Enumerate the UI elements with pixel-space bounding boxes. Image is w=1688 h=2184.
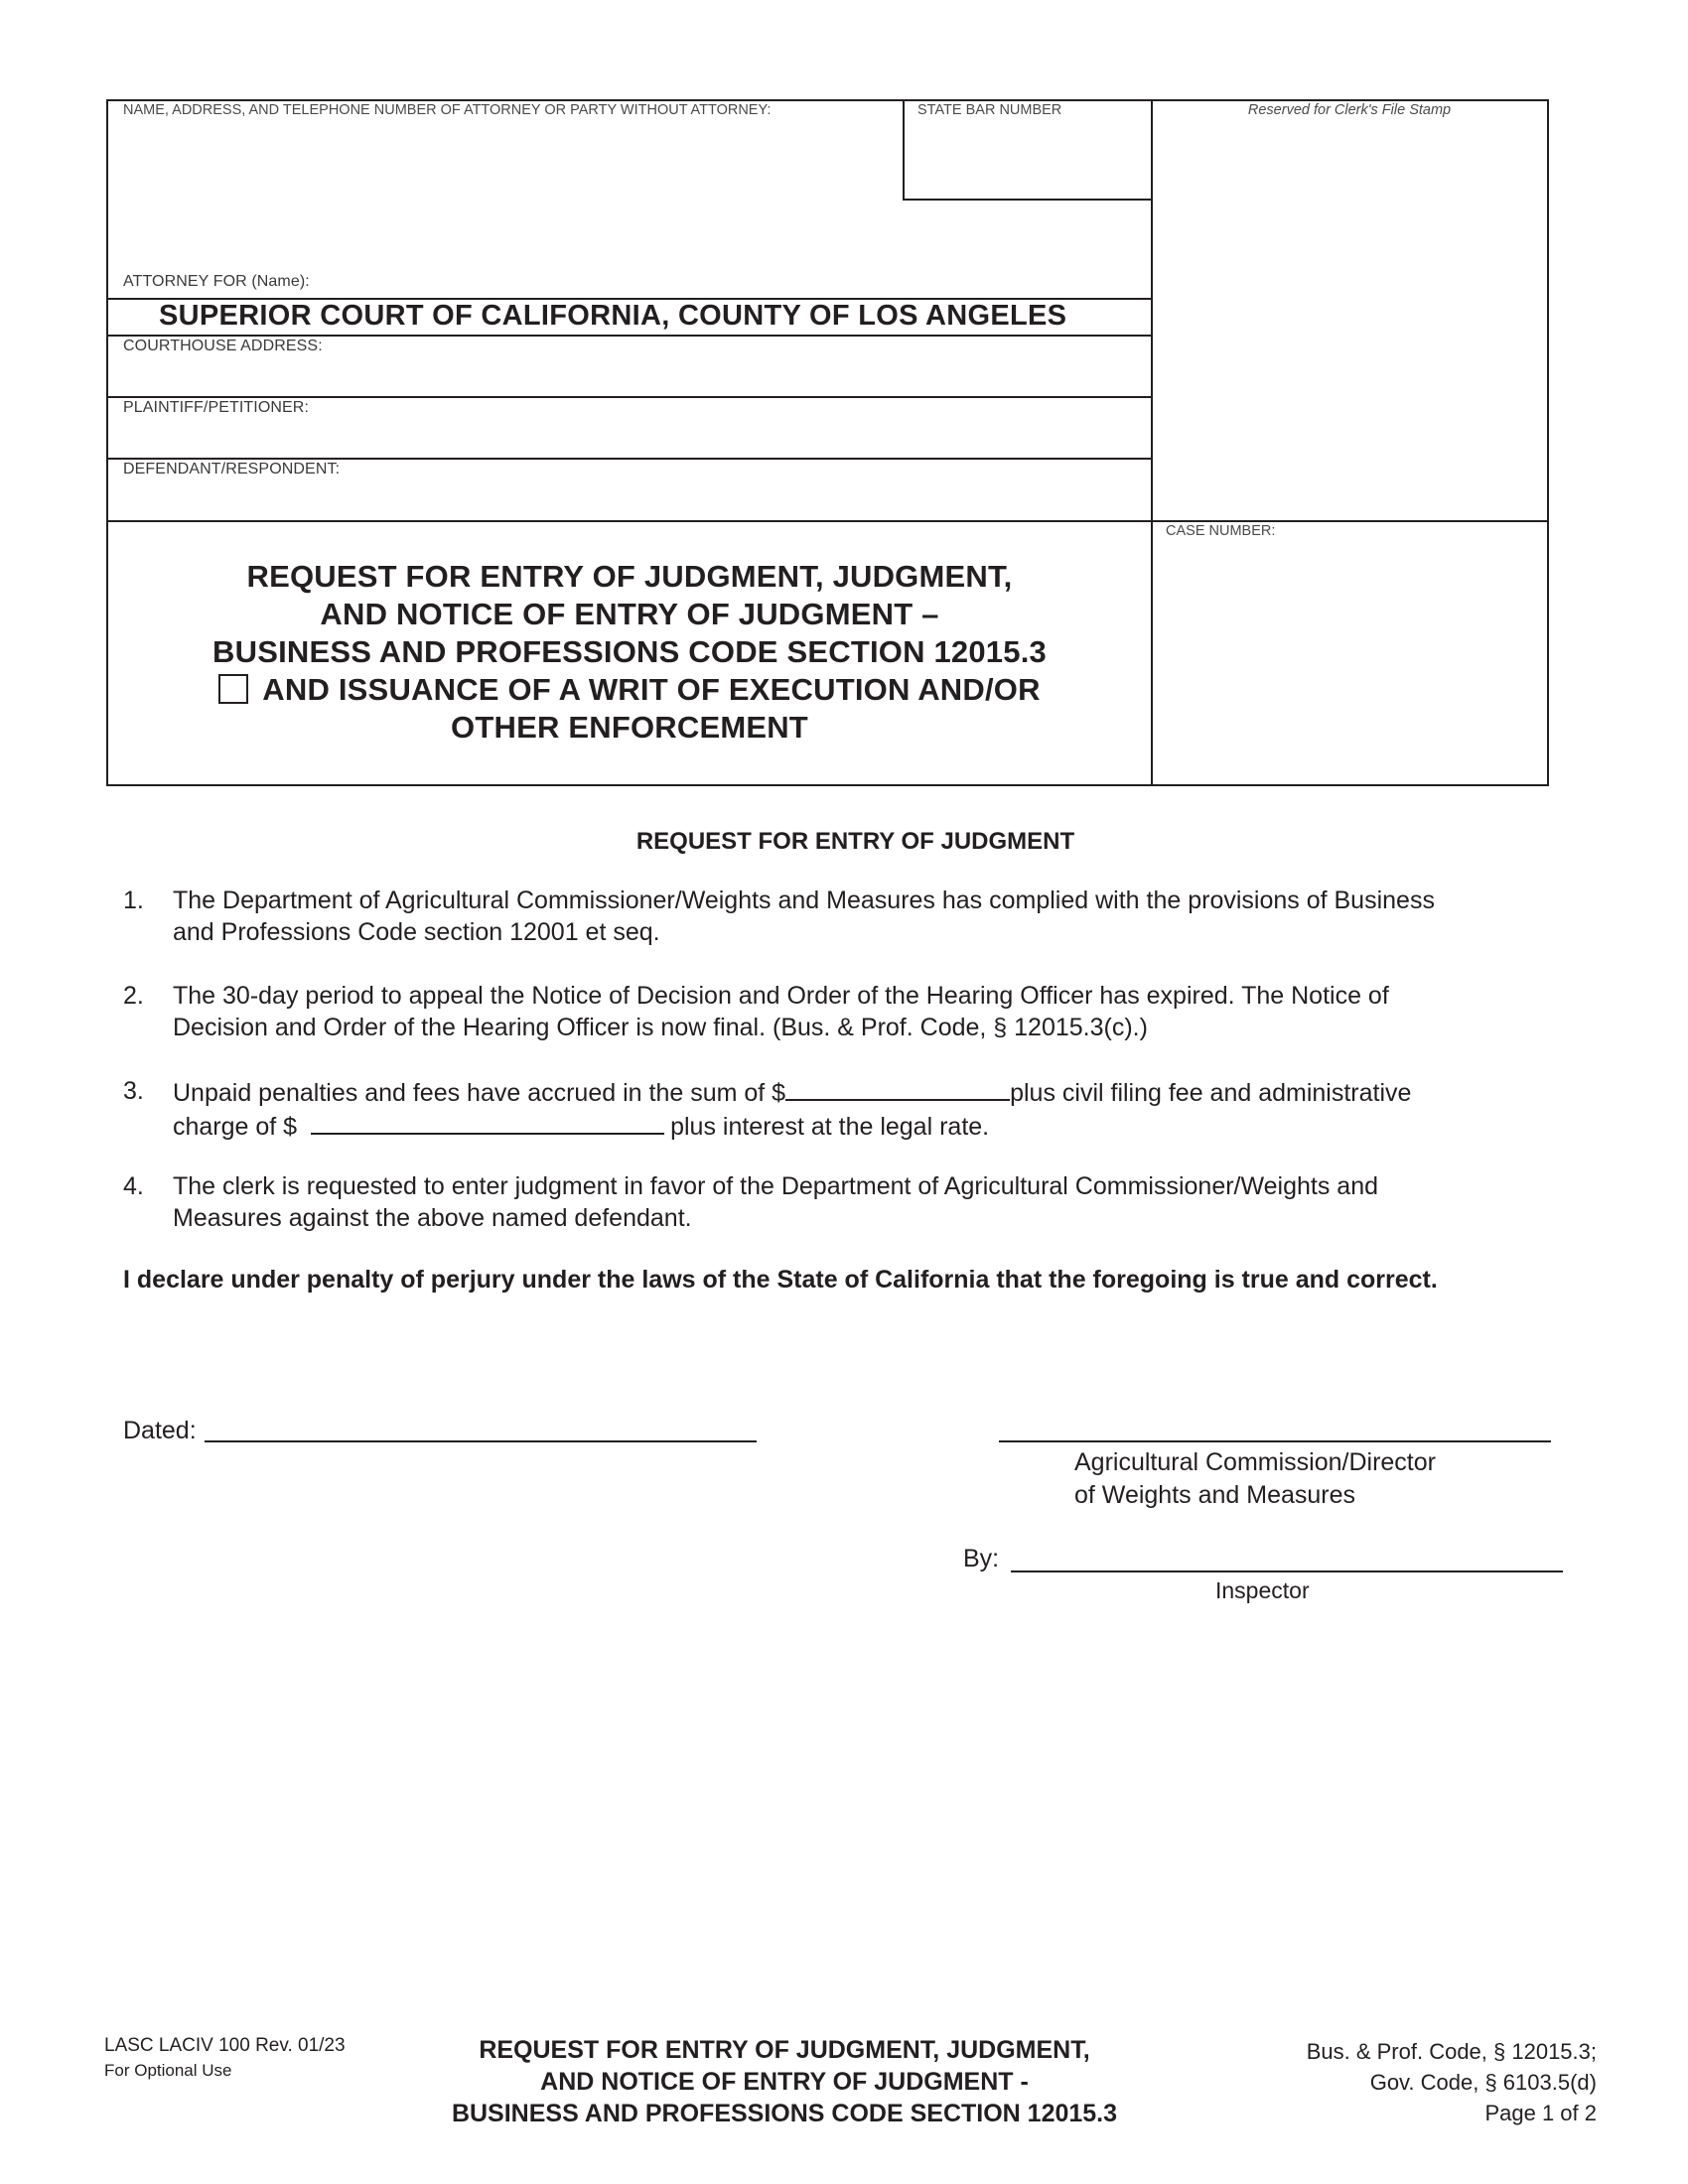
footer-code-refs bbox=[1192, 2036, 1597, 2128]
form-title-line3: BUSINESS AND PROFESSIONS CODE SECTION 12015.3 bbox=[212, 634, 1047, 669]
form-title-line4-row bbox=[108, 671, 1151, 709]
state-bar-label: STATE BAR NUMBER bbox=[917, 102, 1062, 118]
item-3-line1b: plus civil filing fee and administrative bbox=[1010, 1079, 1412, 1107]
clerk-stamp-label: Reserved for Clerk's File Stamp bbox=[1247, 102, 1452, 118]
dated-field[interactable] bbox=[205, 1440, 757, 1442]
footer-page-number: Page 1 of 2 bbox=[1484, 2101, 1597, 2125]
footer-code-ref2: Gov. Code, § 6103.5(d) bbox=[1369, 2070, 1597, 2095]
penalties-amount-field[interactable] bbox=[785, 1075, 1010, 1101]
footer-optional-use: For Optional Use bbox=[104, 2061, 232, 2080]
declaration: I declare under penalty of perjury under the laws of the State of California that the foregoing is true and correct. bbox=[123, 1266, 1438, 1294]
director-signature-line[interactable] bbox=[999, 1440, 1551, 1442]
footer-form-id: LASC LACIV 100 Rev. 01/23 bbox=[104, 2035, 346, 2056]
director-title-line1: Agricultural Commission/Director bbox=[1074, 1448, 1436, 1476]
item-4-text bbox=[173, 1170, 1613, 1234]
item-3-line2a: charge of $ bbox=[173, 1113, 298, 1141]
attorney-header-label: NAME, ADDRESS, AND TELEPHONE NUMBER OF ATTORNEY OR PARTY WITHOUT ATTORNEY: bbox=[123, 102, 772, 118]
item-2-number: 2. bbox=[123, 982, 144, 1010]
item-2-text bbox=[173, 980, 1613, 1043]
item-3-line2 bbox=[173, 1109, 1613, 1143]
case-number-label: CASE NUMBER: bbox=[1166, 523, 1276, 539]
footer-title-line3: BUSINESS AND PROFESSIONS CODE SECTION 12015.3 bbox=[451, 2100, 1118, 2127]
footer-title-line2: AND NOTICE OF ENTRY OF JUDGMENT - bbox=[540, 2068, 1029, 2096]
item-3-number: 3. bbox=[123, 1077, 144, 1105]
item-4-number: 4. bbox=[123, 1172, 144, 1200]
item-3-line1a: Unpaid penalties and fees have accrued in the sum of $ bbox=[173, 1079, 786, 1107]
court-name: SUPERIOR COURT OF CALIFORNIA, COUNTY OF LOS ANGELES bbox=[159, 300, 1067, 332]
courthouse-address-label: COURTHOUSE ADDRESS: bbox=[123, 338, 323, 354]
by-label: By: bbox=[963, 1545, 1000, 1572]
request-heading: REQUEST FOR ENTRY OF JUDGMENT bbox=[635, 828, 1075, 855]
item-1-line2: and Professions Code section 12001 et seq. bbox=[173, 918, 660, 946]
inspector-label: Inspector bbox=[1215, 1577, 1310, 1603]
form-title-line2: AND NOTICE OF ENTRY OF JUDGMENT – bbox=[320, 597, 939, 631]
item-1-line1: The Department of Agricultural Commissioner/Weights and Measures has complied with the provisions of Business bbox=[173, 887, 1435, 914]
item-2-line2: Decision and Order of the Hearing Officer is now final. (Bus. & Prof. Code, § 12015.3(c).) bbox=[173, 1014, 1148, 1041]
footer-code-ref1: Bus. & Prof. Code, § 12015.3; bbox=[1306, 2039, 1597, 2064]
item-2-line1: The 30-day period to appeal the Notice of Decision and Order of the Hearing Officer has expired. The Notice of bbox=[173, 982, 1389, 1010]
defendant-label: DEFENDANT/RESPONDENT: bbox=[123, 461, 341, 478]
administrative-charge-field[interactable] bbox=[311, 1109, 664, 1135]
writ-of-execution-checkbox[interactable] bbox=[218, 674, 248, 704]
form-title-line5: OTHER ENFORCEMENT bbox=[451, 710, 808, 745]
dated-label: Dated: bbox=[123, 1417, 197, 1444]
plaintiff-label: PLAINTIFF/PETITIONER: bbox=[123, 399, 310, 416]
footer-title bbox=[427, 2034, 1142, 2129]
item-4-line2: Measures against the above named defendant. bbox=[173, 1204, 692, 1232]
item-3-line1 bbox=[173, 1075, 1613, 1109]
item-3-text bbox=[173, 1075, 1613, 1143]
item-3-line2b: plus interest at the legal rate. bbox=[670, 1113, 990, 1141]
form-title-line1: REQUEST FOR ENTRY OF JUDGMENT, JUDGMENT, bbox=[246, 559, 1013, 594]
attorney-for-label: ATTORNEY FOR (Name): bbox=[123, 273, 310, 290]
director-title-line2: of Weights and Measures bbox=[1074, 1481, 1356, 1509]
item-1-text bbox=[173, 885, 1613, 948]
footer-form-info bbox=[104, 2035, 346, 2081]
form-title-line4: AND ISSUANCE OF A WRIT OF EXECUTION AND/OR bbox=[262, 672, 1041, 707]
inspector-signature-line[interactable] bbox=[1011, 1570, 1563, 1572]
form-title bbox=[108, 558, 1151, 747]
item-4-line1: The clerk is requested to enter judgment in favor of the Department of Agricultural Commissioner/Weights and bbox=[173, 1172, 1379, 1200]
footer-title-line1: REQUEST FOR ENTRY OF JUDGMENT, JUDGMENT, bbox=[479, 2036, 1090, 2064]
item-1-number: 1. bbox=[123, 887, 144, 914]
